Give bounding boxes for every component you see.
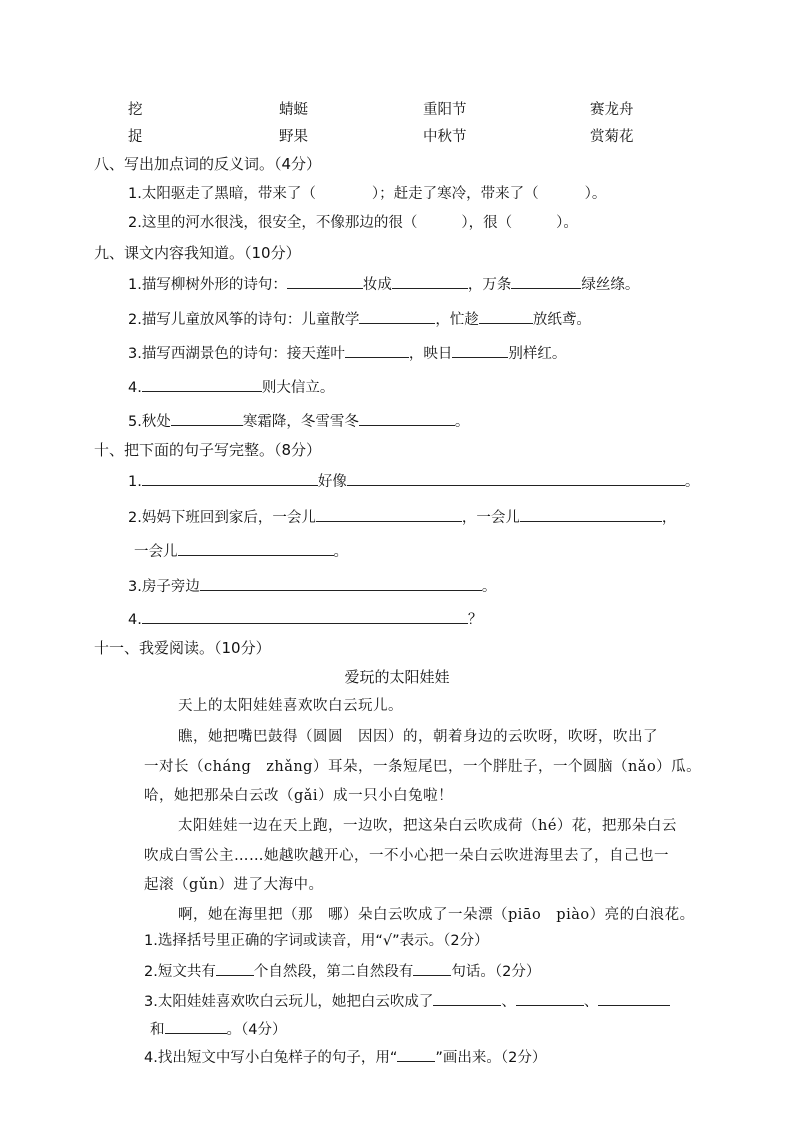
answer-blank[interactable] [165,1018,227,1034]
passage-line: 哈，她把那朵白云改（gǎi）成一只小白兔啦！ [144,788,454,804]
word-cell: 重阳节 [423,102,467,118]
question-9-1: 1.描写柳树外形的诗句： 妆成 ，万条 绿丝绦。 [128,273,639,295]
section-10-heading: 十、把下面的句子写完整。（8分） [94,441,322,459]
word-cell: 挖 [128,102,143,118]
word-cell: 捉 [128,129,143,145]
passage-line: 起滚（gǔn）进了大海中。 [144,877,324,893]
passage-paragraph: 瞧，她把嘴巴鼓得（圆圆 因因）的，朝着身边的云吹呀，吹呀，吹出了 [178,729,658,745]
answer-blank[interactable] [452,342,508,358]
word-cell: 赛龙舟 [590,102,634,118]
question-11-4: 4.找出短文中写小白兔样子的句子，用“ ”画出来。（2分） [144,1046,546,1068]
question-9-5: 5.秋处 寒霜降，冬雪雪冬 。 [128,410,469,432]
word-row-1 [0,100,794,120]
answer-blank[interactable] [216,960,254,976]
passage-line: 一对长（cháng zhǎng）耳朵，一条短尾巴，一个胖肚子，一个圆脑（nǎo）瓜。 [144,759,702,775]
underline-sample [397,1046,435,1062]
question-10-2: 2.妈妈下班回到家后，一会儿 ，一会儿 ， [128,506,676,528]
question-11-2: 2.短文共有 个自然段，第二自然段有 句话。（2分） [144,960,540,982]
section-8-heading: 八、写出加点词的反义词。（4分） [94,155,322,173]
answer-blank[interactable] [287,273,363,289]
answer-blank[interactable] [598,990,670,1006]
answer-blank[interactable] [433,990,501,1006]
word-cell: 赏菊花 [590,129,634,145]
answer-blank[interactable] [171,410,243,426]
question-11-3: 3.太阳娃娃喜欢吹白云玩儿，她把白云吹成了 、 、 [144,990,670,1012]
answer-blank[interactable] [392,273,468,289]
answer-blank[interactable] [142,376,262,392]
question-11-3-continued: 和 。（4分） [150,1018,286,1040]
passage-paragraph: 天上的太阳娃娃喜欢吹白云玩儿。 [178,698,403,714]
answer-blank[interactable] [316,506,462,522]
answer-blank[interactable] [345,342,409,358]
answer-blank[interactable] [142,470,318,486]
passage-line: 吹成白雪公主……她越吹越开心，一不小心把一朵白云吹进海里去了，自己也一 [144,848,669,864]
question-10-4: 4. ？ [128,608,482,630]
question-10-3: 3.房子旁边 。 [128,575,496,597]
answer-blank[interactable] [413,960,451,976]
question-9-4: 4. 则大信立。 [128,376,334,398]
answer-blank[interactable] [178,540,334,556]
passage-paragraph: 太阳娃娃一边在天上跑，一边吹，把这朵白云吹成荷（hé）花，把那朵白云 [178,818,677,834]
answer-blank[interactable] [516,990,584,1006]
answer-blank[interactable] [142,608,468,624]
passage-paragraph: 啊，她在海里把（那 哪）朵白云吹成了一朵漂（piāo piào）亮的白浪花。 [178,907,695,923]
word-cell: 蜻蜓 [279,102,308,118]
question-10-1: 1. 好像 。 [128,470,699,492]
question-11-1: 1.选择括号里正确的字词或读音，用“√”表示。（2分） [144,933,489,949]
word-row-2 [0,127,794,147]
word-cell: 野果 [279,129,308,145]
question-10-2-continued: 一会儿 。 [134,540,348,562]
word-cell: 中秋节 [423,129,467,145]
question-8-1: 1.太阳驱走了黑暗，带来了（ ）；赶走了寒冷，带来了（ ）。 [128,186,607,202]
answer-blank[interactable] [359,308,435,324]
answer-blank[interactable] [520,506,662,522]
section-11-heading: 十一、我爱阅读。（10分） [94,639,271,657]
question-9-2: 2.描写儿童放风筝的诗句：儿童散学 ，忙趁 放纸鸢。 [128,308,591,330]
answer-blank[interactable] [200,575,482,591]
answer-blank[interactable] [511,273,581,289]
answer-blank[interactable] [347,470,685,486]
question-9-3: 3.描写西湖景色的诗句：接天莲叶 ，映日 别样红。 [128,342,566,364]
passage-title: 爱玩的太阳娃娃 [344,668,450,686]
question-8-2: 2.这里的河水很浅，很安全，不像那边的很（ ），很（ ）。 [128,215,578,231]
answer-blank[interactable] [479,308,533,324]
answer-blank[interactable] [359,410,455,426]
section-9-heading: 九、课文内容我知道。（10分） [94,244,301,262]
